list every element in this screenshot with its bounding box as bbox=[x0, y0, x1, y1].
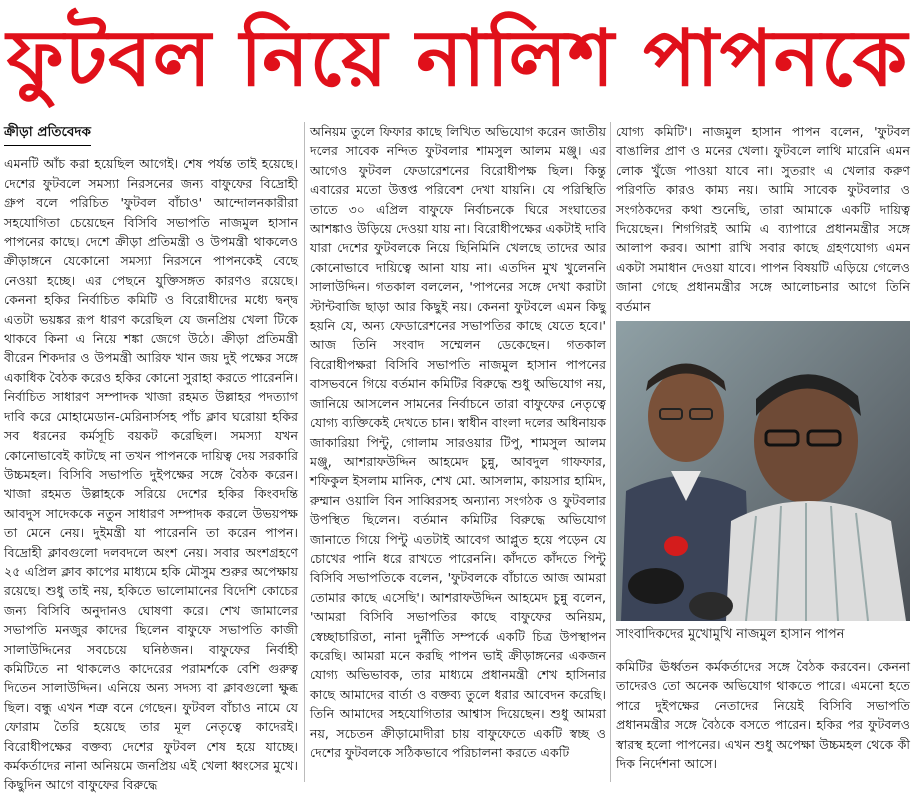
photo-caption: সাংবাদিকদের মুখোমুখি নাজমুল হাসান পাপন bbox=[616, 627, 845, 642]
article-column-2 bbox=[310, 122, 606, 762]
article-text: অনিয়ম তুলে ফিফার কাছে লিখিত অভিযোগ করেন জাতীয় দলের সাবেক নন্দিত ফুটবলার শামসুল আলম মঞ্জু। এর আগেও ফুটবল ফেডারেশনের বিরোধীপক্ষ ছিল। কিন্তু এবারের মতো উত্তপ্ত পরিবেশ দেখা যায়নি। যে পরিস্থিতি তাতে ৩০ এপ্রিল বাফুফে নির্বাচনকে ঘিরে সংঘাতের আশঙ্কাও উড়িয়ে দেওয়া যায় না। বিরোধীপক্ষের একটাই দাবি যারা দেশের ফুটবলকে নিয়ে ছিনিমিনি খেলছে তাদের আর কোনোভাবে দায়িত্বে আনা যায় না। এতদিন মুখ খুলেননি সালাউদ্দিন। গতকাল বললেন, 'পাপনের সঙ্গে দেখা করাটা স্টান্টবাজি ছাড়া আর কিছুই নয়। কেননা ফুটবলে এমন কিছু হয়নি যে, অন্য ফেডারেশনের সভাপতির কাছে যেতে হবে।' আজ তিনি সংবাদ সম্মেলন ডেকেছেন। গতকাল বিরোধীপক্ষরা বিসিবি সভাপতি নাজমুল হাসান পাপনের বাসভবনে গিয়ে বর্তমান কমিটির বিরুদ্ধে শুধু অভিযোগ নয়, জানিয়ে আসলেন সামনের নির্বাচনে তারা বাফুফের নেতৃত্বে যোগ্য ব্যক্তিকেই দেখতে চান। স্বাধীন বাংলা দলের অধিনায়ক জাকারিয়া পিন্টু, গোলাম সারওয়ার টিপু, শামসুল আলম মঞ্জু, আশরাফউদ্দিন আহমেদ চুন্নু, আবদুল গাফফার, শফিকুল ইসলাম মানিক, শেখ মো. আসলাম, কায়সার হামিদ, রুম্মান ওয়ালি বিন সাব্বিরসহ অন্যান্য সংগঠক ও ফুটবলার উপস্থিত ছিলেন। বর্তমান কমিটির বিরুদ্ধে অভিযোগ জানাতে গিয়ে পিন্টু এতটাই আবেগ আপ্লুত হয়ে পড়েন যে চোখের পানি ধরে রাখতে পারেননি। কাঁদতে কাঁদতে পিন্টু বিসিবি সভাপতিকে বলেন, 'ফুটবলকে বাঁচাতে আজ আমরা তোমার কাছে এসেছি'। আশরাফউদ্দিন আহমেদ চুন্নু বলেন, 'আমরা বিসিবি সভাপতির কাছে বাফুফের অনিয়ম, স্বেচ্ছাচারিতা, নানা দুর্নীতি সম্পর্কে একটি চিত্র উপস্থাপন করেছি। আমরা মনে করছি পাপন ভাই ক্রীড়াঙ্গনের একজন যোগ্য অভিভাবক, তার মাধ্যমে প্রধানমন্ত্রী শেখ হাসিনার কাছে আমাদের বার্তা ও বক্তব্য তুলে ধরার আবেদন করেছি। তিনি আমাদের সহযোগিতার আশ্বাস দিয়েছেন। শুধু আমরা নয়, সচেতন ক্রীড়ামোদীরা চায় বাফুফেতে একটি স্বচ্ছ ও দেশের ফুটবলকে সঠিকভাবে পরিচালনা করতে একটি bbox=[310, 124, 606, 760]
column-divider bbox=[304, 122, 305, 782]
column-divider bbox=[610, 122, 611, 782]
article-text: কমিটির ঊর্ধ্বতন কর্মকর্তাদের সঙ্গে বৈঠক করবেন। কেননা তাদেরও তো অনেক অভিযোগ থাকতে পারে। এমনো হতে পারে দুইপক্ষের নেতাদের নিয়েই বিসিবি সভাপতি প্রধানমন্ত্রীর সঙ্গে বৈঠকে বসতে পারেন। হকির পর ফুটবলও স্বারস্থ হলো পাপনের। এখন শুধু অপেক্ষা উচ্চমহল থেকে কী দিক নির্দেশনা আসে। bbox=[616, 659, 910, 772]
news-photo bbox=[616, 321, 910, 621]
byline: ক্রীড়া প্রতিবেদক bbox=[4, 123, 91, 146]
photo-illustration bbox=[616, 321, 910, 621]
article-text: যোগ্য কমিটি'। নাজমুল হাসান পাপন বলেন, 'ফুটবল বাঙালির প্রাণ ও মনের খেলা। ফুটবলে লাথি মারেনি এমন লোক খুঁজে পাওয়া যাবে না। সুতরাং এ খেলার করুণ পরিণতি কারও কাম্য নয়। আমি সাবেক ফুটবলার ও সংগঠকদের কথা শুনেছি, তারা আমাকে একটি দায়িত্ব দিয়েছেন। শিগগিরই আমি এ ব্যাপারে প্রধানমন্ত্রীর সঙ্গে আলাপ করব। আশা রাখি সবার কাছে গ্রহণযোগ্য এমন একটা সমাধান দেওয়া যাবে। পাপন বিষয়টি এড়িয়ে গেলেও জানা গেছে প্রধানমন্ত্রীর সঙ্গে আলোচনার আগে তিনি বর্তমান bbox=[616, 124, 910, 314]
article-text: এমনটি আঁচ করা হয়েছিল আগেই। শেষ পর্যন্ত তাই হয়েছে। দেশের ফুটবলে সমস্যা নিরসনের জন্য বাফুফের বিদ্রোহী গ্রুপ বলে পরিচিত 'ফুটবল বাঁচাও' আন্দোলনকারীরা সহযোগিতা চেয়েছেন বিসিবি সভাপতি নাজমুল হাসান পাপনের কাছে। দেশে ক্রীড়া প্রতিমন্ত্রী ও উপমন্ত্রী থাকলেও ক্রীড়াঙ্গনে যেকোনো সমস্যা নিরসনে পাপনকেই বেছে নেওয়া হচ্ছে। এর পেছনে যুক্তিসঙ্গত কারণও রয়েছে। কেননা হকির নির্বাচিত কমিটি ও বিরোধীদের মধ্যে দ্বন্দ্ব এতটা ভয়ঙ্কর রূপ ধারণ করেছিল যে জনপ্রিয় খেলা টিকে থাকবে কিনা এ নিয়ে শঙ্কা জেগে উঠে। ক্রীড়া প্রতিমন্ত্রী বীরেন শিকদার ও উপমন্ত্রী আরিফ খান জয় দুই পক্ষের সঙ্গে একাধিক বৈঠক করেও হকির কোনো সুরাহা করতে পারেননি। নির্বাচিত সাধারণ সম্পাদক খাজা রহমত উল্লাহর পদত্যাগ দাবি করে মোহামেডান-মেরিনার্সসহ পাঁচ ক্লাব ঘরোয়া হকির সব ধরনের কর্মসূচি বয়কট করেছিল। সমস্যা যখন কোনোভাবেই কাটছে না তখন পাপনকে দায়িত্ব দেয় সরকারি উচ্চমহল। বিসিবি সভাপতি দুইপক্ষের সঙ্গে বৈঠক করেন। খাজা রহমত উল্লাহকে সরিয়ে দেশের হকির কিংবদন্তি আবদুস সাদেককে নতুন সাধারণ সম্পাদক করলে উভয়পক্ষ তা মেনে নেয়। দুইমন্ত্রী যা পারেননি তা করেন পাপন। বিদ্রোহী ক্লাবগুলো দলবদলে অংশ নেয়। সবার অংশগ্রহণে ২৫ এপ্রিল ক্লাব কাপের মাধ্যমে হকি মৌসুম শুরুর অপেক্ষায় রয়েছে। শুধু তাই নয়, হকিতে ভালোমানের বিদেশি কোচের জন্য বিসিবি অনুদানও ঘোষণা করে। শেখ জামালের সভাপতি মনজুর কাদের ছিলেন বাফুফে সভাপতি কাজী সালাউদ্দিনের সবচেয়ে ঘনিষ্ঠজন। বাফুফের নির্বাহী কমিটিতে না থাকলেও কাদেরের পরামর্শকে বেশি গুরুত্ব দিতেন সালাউদ্দিন। এনিয়ে অন্য সদস্য বা ক্লাবগুলো ক্ষুব্ধ ছিল। বন্ধু এখন শত্রু বনে গেছেন। ফুটবল বাঁচাও নামে যে ফোরাম তৈরি হয়েছে তার মূল নেতৃত্বে কাদেরই। বিরোধীপক্ষের বক্তব্য দেশের ফুটবল শেষ হয়ে যাচ্ছে। কর্মকর্তাদের নানা অনিয়মে জনপ্রিয় এই খেলা ধ্বংসের মুখে। কিছুদিন আগে বাফুফের বিরুদ্ধে bbox=[4, 156, 298, 793]
headline: ফুটবল নিয়ে নালিশ পাপনকে bbox=[6, 14, 909, 104]
article-column-1 bbox=[4, 122, 298, 795]
article-column-3-continued bbox=[616, 657, 910, 773]
article-column-3 bbox=[616, 122, 910, 316]
